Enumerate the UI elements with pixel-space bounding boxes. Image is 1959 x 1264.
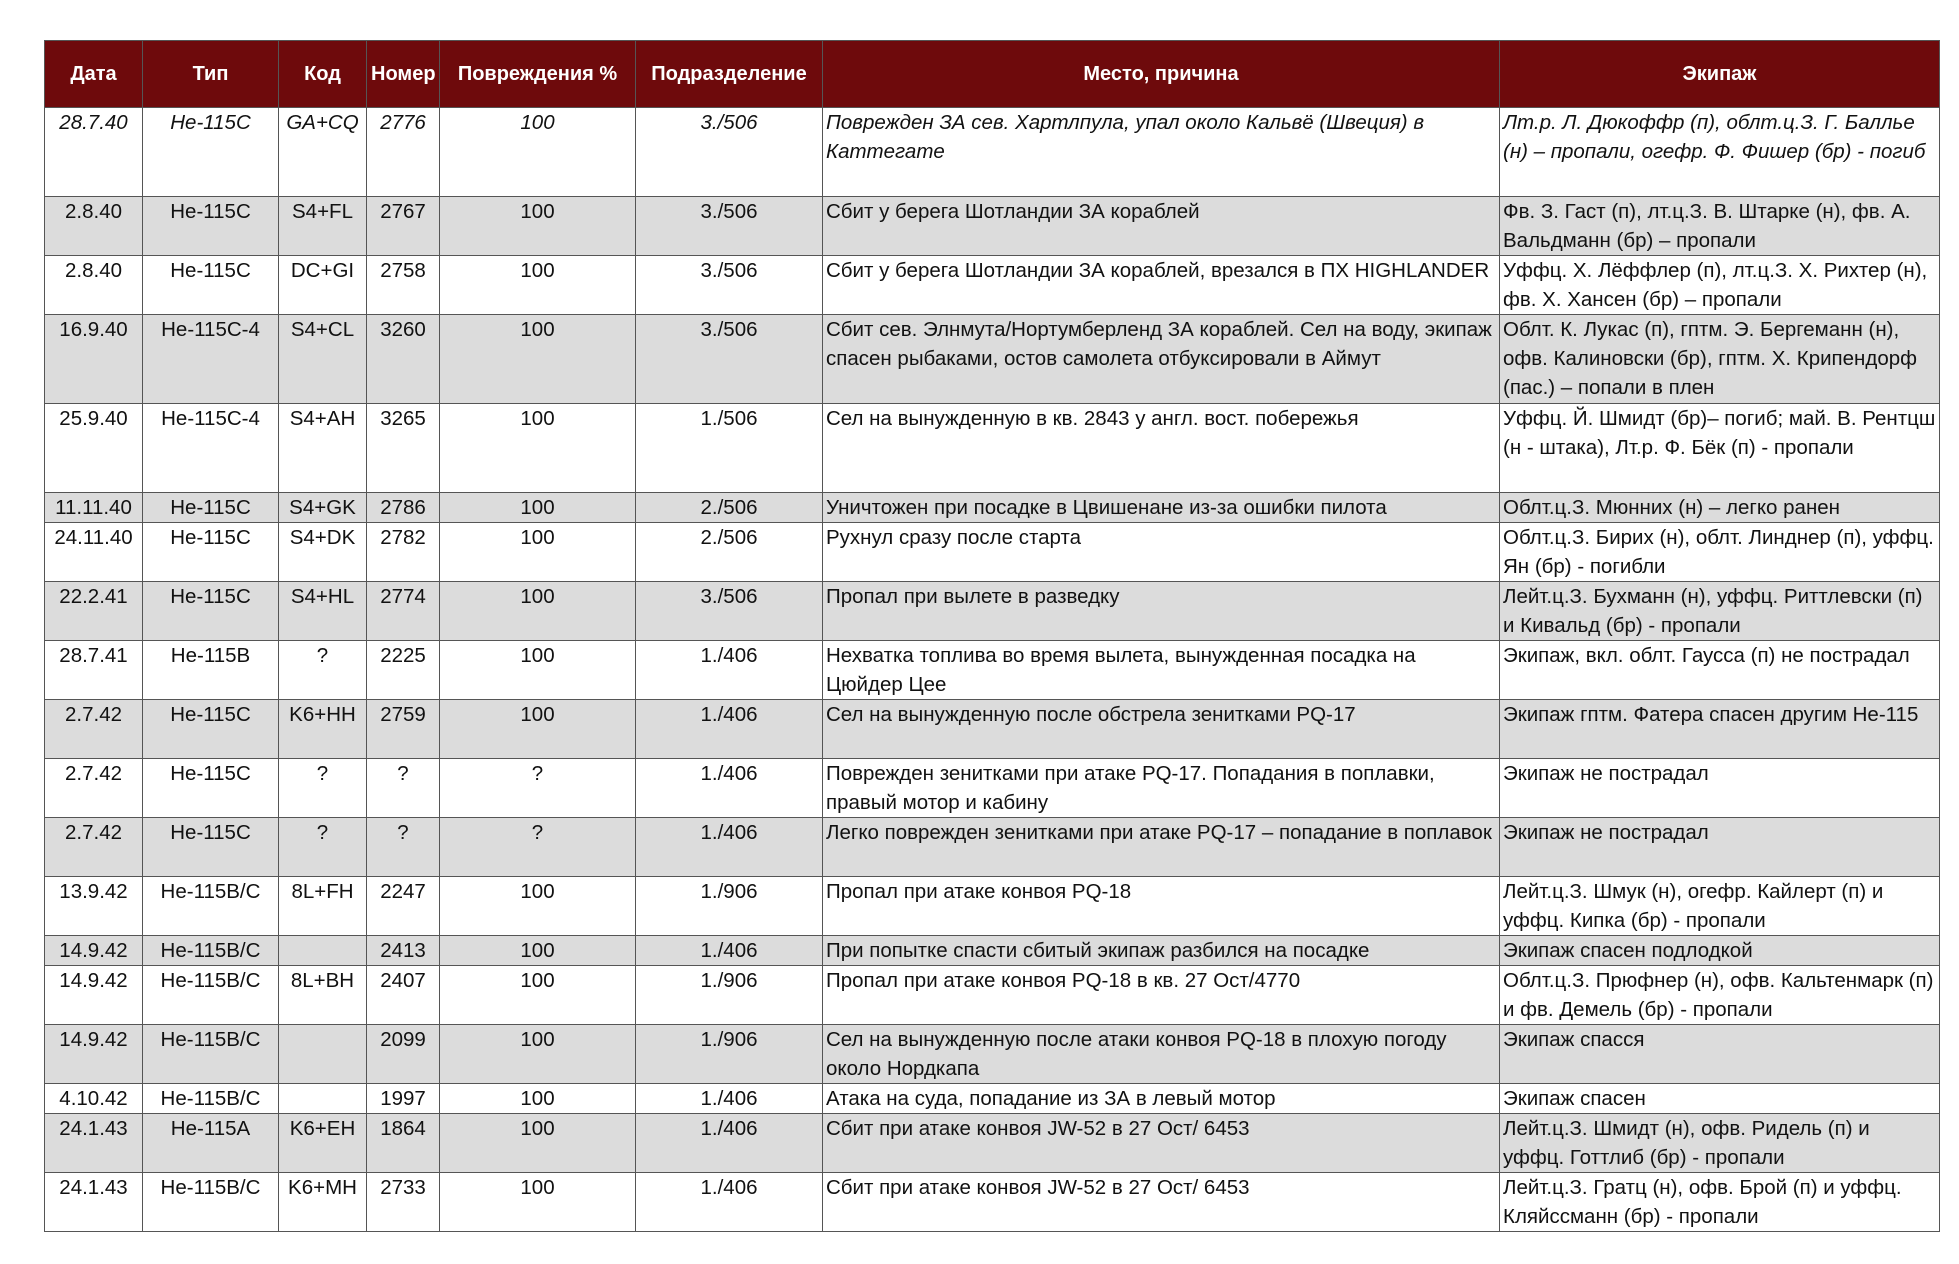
unit-cell: 1./406 xyxy=(636,936,823,966)
place-reason-cell: Пропал при атаке конвоя PQ-18 xyxy=(823,877,1500,936)
number-cell: 2786 xyxy=(367,493,440,523)
type-cell: He-115B/C xyxy=(143,1025,279,1084)
damage-cell: 100 xyxy=(440,582,636,641)
damage-cell: 100 xyxy=(440,1173,636,1232)
damage-cell: 100 xyxy=(440,1114,636,1173)
type-cell: He-115C xyxy=(143,108,279,197)
damage-cell: 100 xyxy=(440,197,636,256)
code-cell: K6+MH xyxy=(279,1173,367,1232)
code-cell: ? xyxy=(279,759,367,818)
number-cell: 2776 xyxy=(367,108,440,197)
damage-cell: 100 xyxy=(440,877,636,936)
number-cell: 3260 xyxy=(367,315,440,404)
number-cell: 3265 xyxy=(367,404,440,493)
place-reason-cell: Уничтожен при посадке в Цвишенане из-за ошибки пилота xyxy=(823,493,1500,523)
table-row xyxy=(45,1114,1940,1173)
table-row xyxy=(45,1173,1940,1232)
date-cell: 2.8.40 xyxy=(45,256,143,315)
damage-cell: 100 xyxy=(440,1084,636,1114)
place-reason-cell: Сбит у берега Шотландии ЗА кораблей, врезался в ПХ HIGHLANDER xyxy=(823,256,1500,315)
header-unit: Подразделение xyxy=(636,41,823,108)
date-cell: 28.7.41 xyxy=(45,641,143,700)
table-row xyxy=(45,404,1940,493)
date-cell: 22.2.41 xyxy=(45,582,143,641)
unit-cell: 1./406 xyxy=(636,759,823,818)
date-cell: 28.7.40 xyxy=(45,108,143,197)
unit-cell: 1./406 xyxy=(636,700,823,759)
crew-cell: Экипаж, вкл. облт. Гаусса (п) не пострадал xyxy=(1500,641,1940,700)
code-cell: ? xyxy=(279,641,367,700)
damage-cell: 100 xyxy=(440,936,636,966)
crew-cell: Облт.ц.З. Мюнних (н) – легко ранен xyxy=(1500,493,1940,523)
number-cell: ? xyxy=(367,759,440,818)
number-cell: ? xyxy=(367,818,440,877)
header-code: Код xyxy=(279,41,367,108)
type-cell: He-115A xyxy=(143,1114,279,1173)
type-cell: He-115C-4 xyxy=(143,315,279,404)
damage-cell: 100 xyxy=(440,493,636,523)
type-cell: He-115C xyxy=(143,523,279,582)
table-row xyxy=(45,1084,1940,1114)
type-cell: He-115B/C xyxy=(143,936,279,966)
place-reason-cell: Пропал при вылете в разведку xyxy=(823,582,1500,641)
code-cell xyxy=(279,1025,367,1084)
unit-cell: 1./906 xyxy=(636,877,823,936)
table-row xyxy=(45,641,1940,700)
header-damage: Повреждения % xyxy=(440,41,636,108)
type-cell: He-115C-4 xyxy=(143,404,279,493)
type-cell: He-115B xyxy=(143,641,279,700)
type-cell: He-115B/C xyxy=(143,1173,279,1232)
code-cell: S4+HL xyxy=(279,582,367,641)
date-cell: 2.7.42 xyxy=(45,818,143,877)
place-reason-cell: Поврежден зенитками при атаке PQ-17. Попадания в поплавки, правый мотор и кабину xyxy=(823,759,1500,818)
unit-cell: 3./506 xyxy=(636,108,823,197)
type-cell: He-115B/C xyxy=(143,877,279,936)
damage-cell: 100 xyxy=(440,404,636,493)
crew-cell: Экипаж гптм. Фатера спасен другим He-115 xyxy=(1500,700,1940,759)
crew-cell: Лейт.ц.З. Гратц (н), офв. Брой (п) и уффц. Кляйссманн (бр) - пропали xyxy=(1500,1173,1940,1232)
date-cell: 13.9.42 xyxy=(45,877,143,936)
crew-cell: Лейт.ц.З. Шмидт (н), офв. Ридель (п) и уффц. Готтлиб (бр) - пропали xyxy=(1500,1114,1940,1173)
unit-cell: 1./906 xyxy=(636,966,823,1025)
date-cell: 14.9.42 xyxy=(45,1025,143,1084)
place-reason-cell: При попытке спасти сбитый экипаж разбился на посадке xyxy=(823,936,1500,966)
number-cell: 2099 xyxy=(367,1025,440,1084)
date-cell: 14.9.42 xyxy=(45,966,143,1025)
table-row xyxy=(45,818,1940,877)
unit-cell: 3./506 xyxy=(636,315,823,404)
date-cell: 24.1.43 xyxy=(45,1114,143,1173)
type-cell: He-115C xyxy=(143,759,279,818)
crew-cell: Облт. К. Лукас (п), гптм. Э. Бергеманн (н), офв. Калиновски (бр), гптм. Х. Крипендорф (пас.) – попали в плен xyxy=(1500,315,1940,404)
number-cell: 2774 xyxy=(367,582,440,641)
place-reason-cell: Сбит у берега Шотландии ЗА кораблей xyxy=(823,197,1500,256)
damage-cell: 100 xyxy=(440,641,636,700)
table-row xyxy=(45,877,1940,936)
table-row xyxy=(45,523,1940,582)
code-cell: 8L+FH xyxy=(279,877,367,936)
number-cell: 2758 xyxy=(367,256,440,315)
date-cell: 4.10.42 xyxy=(45,1084,143,1114)
code-cell: S4+FL xyxy=(279,197,367,256)
table-row xyxy=(45,582,1940,641)
date-cell: 2.8.40 xyxy=(45,197,143,256)
crew-cell: Облт.ц.З. Бирих (н), облт. Линднер (п), уффц. Ян (бр) - погибли xyxy=(1500,523,1940,582)
date-cell: 2.7.42 xyxy=(45,700,143,759)
type-cell: He-115C xyxy=(143,197,279,256)
code-cell: 8L+BH xyxy=(279,966,367,1025)
crew-cell: Экипаж не пострадал xyxy=(1500,818,1940,877)
table-body xyxy=(45,108,1940,1232)
code-cell: K6+EH xyxy=(279,1114,367,1173)
place-reason-cell: Легко поврежден зенитками при атаке PQ-17 – попадание в поплавок xyxy=(823,818,1500,877)
unit-cell: 1./406 xyxy=(636,1114,823,1173)
number-cell: 2407 xyxy=(367,966,440,1025)
code-cell: K6+HH xyxy=(279,700,367,759)
damage-cell: ? xyxy=(440,818,636,877)
crew-cell: Облт.ц.З. Прюфнер (н), офв. Кальтенмарк (п) и фв. Демель (бр) - пропали xyxy=(1500,966,1940,1025)
table-row xyxy=(45,493,1940,523)
table-row xyxy=(45,936,1940,966)
unit-cell: 1./506 xyxy=(636,404,823,493)
header-number: Номер xyxy=(367,41,440,108)
code-cell: ? xyxy=(279,818,367,877)
header-row xyxy=(45,41,1940,108)
damage-cell: 100 xyxy=(440,256,636,315)
damage-cell: 100 xyxy=(440,966,636,1025)
number-cell: 1864 xyxy=(367,1114,440,1173)
table-row xyxy=(45,1025,1940,1084)
unit-cell: 2./506 xyxy=(636,523,823,582)
date-cell: 14.9.42 xyxy=(45,936,143,966)
number-cell: 1997 xyxy=(367,1084,440,1114)
table-row xyxy=(45,700,1940,759)
unit-cell: 3./506 xyxy=(636,582,823,641)
number-cell: 2759 xyxy=(367,700,440,759)
header-crew: Экипаж xyxy=(1500,41,1940,108)
header-type: Тип xyxy=(143,41,279,108)
code-cell xyxy=(279,1084,367,1114)
type-cell: He-115C xyxy=(143,700,279,759)
table-row xyxy=(45,197,1940,256)
date-cell: 11.11.40 xyxy=(45,493,143,523)
date-cell: 25.9.40 xyxy=(45,404,143,493)
number-cell: 2225 xyxy=(367,641,440,700)
number-cell: 2413 xyxy=(367,936,440,966)
unit-cell: 1./406 xyxy=(636,641,823,700)
damage-cell: 100 xyxy=(440,108,636,197)
crew-cell: Лейт.ц.З. Шмук (н), огефр. Кайлерт (п) и уффц. Кипка (бр) - пропали xyxy=(1500,877,1940,936)
place-reason-cell: Сбит сев. Элнмута/Нортумберленд ЗА кораблей. Сел на воду, экипаж спасен рыбаками, остов самолета отбуксировали в Аймут xyxy=(823,315,1500,404)
table-row xyxy=(45,256,1940,315)
unit-cell: 1./906 xyxy=(636,1025,823,1084)
crew-cell: Лейт.ц.З. Бухманн (н), уффц. Риттлевски (п) и Кивальд (бр) - пропали xyxy=(1500,582,1940,641)
code-cell: GA+CQ xyxy=(279,108,367,197)
crew-cell: Лт.р. Л. Дюкоффр (п), облт.ц.З. Г. Баллье (н) – пропали, огефр. Ф. Фишер (бр) - погиб xyxy=(1500,108,1940,197)
table-row xyxy=(45,315,1940,404)
code-cell xyxy=(279,936,367,966)
number-cell: 2247 xyxy=(367,877,440,936)
place-reason-cell: Пропал при атаке конвоя PQ-18 в кв. 27 Ост/4770 xyxy=(823,966,1500,1025)
crew-cell: Уффц. Й. Шмидт (бр)– погиб; май. В. Рентцш (н - штака), Лт.р. Ф. Бёк (п) - пропали xyxy=(1500,404,1940,493)
date-cell: 2.7.42 xyxy=(45,759,143,818)
damage-cell: 100 xyxy=(440,1025,636,1084)
place-reason-cell: Сел на вынужденную после атаки конвоя PQ-18 в плохую погоду около Нордкапа xyxy=(823,1025,1500,1084)
table-row xyxy=(45,759,1940,818)
date-cell: 16.9.40 xyxy=(45,315,143,404)
place-reason-cell: Сбит при атаке конвоя JW-52 в 27 Ост/ 6453 xyxy=(823,1114,1500,1173)
place-reason-cell: Сел на вынужденную в кв. 2843 у англ. вост. побережья xyxy=(823,404,1500,493)
place-reason-cell: Рухнул сразу после старта xyxy=(823,523,1500,582)
crew-cell: Фв. З. Гаст (п), лт.ц.З. В. Штарке (н), фв. А. Вальдманн (бр) – пропали xyxy=(1500,197,1940,256)
code-cell: DC+GI xyxy=(279,256,367,315)
type-cell: He-115B/C xyxy=(143,1084,279,1114)
type-cell: He-115C xyxy=(143,818,279,877)
place-reason-cell: Атака на суда, попадание из ЗА в левый мотор xyxy=(823,1084,1500,1114)
place-reason-cell: Нехватка топлива во время вылета, вынужденная посадка на Цюйдер Цее xyxy=(823,641,1500,700)
place-reason-cell: Поврежден ЗА сев. Хартлпула, упал около Кальвё (Швеция) в Каттегате xyxy=(823,108,1500,197)
place-reason-cell: Сел на вынужденную после обстрела зенитками PQ-17 xyxy=(823,700,1500,759)
unit-cell: 1./406 xyxy=(636,1173,823,1232)
crew-cell: Экипаж спасся xyxy=(1500,1025,1940,1084)
unit-cell: 2./506 xyxy=(636,493,823,523)
place-reason-cell: Сбит при атаке конвоя JW-52 в 27 Ост/ 6453 xyxy=(823,1173,1500,1232)
crew-cell: Экипаж не пострадал xyxy=(1500,759,1940,818)
unit-cell: 1./406 xyxy=(636,818,823,877)
header-place-reason: Место, причина xyxy=(823,41,1500,108)
crew-cell: Экипаж спасен xyxy=(1500,1084,1940,1114)
table-row xyxy=(45,966,1940,1025)
crew-cell: Уффц. Х. Лёффлер (п), лт.ц.З. Х. Рихтер (н), фв. Х. Хансен (бр) – пропали xyxy=(1500,256,1940,315)
damage-cell: 100 xyxy=(440,700,636,759)
losses-table xyxy=(44,40,1940,1232)
table-row xyxy=(45,108,1940,197)
code-cell: S4+AH xyxy=(279,404,367,493)
date-cell: 24.11.40 xyxy=(45,523,143,582)
type-cell: He-115C xyxy=(143,493,279,523)
code-cell: S4+GK xyxy=(279,493,367,523)
number-cell: 2782 xyxy=(367,523,440,582)
number-cell: 2767 xyxy=(367,197,440,256)
number-cell: 2733 xyxy=(367,1173,440,1232)
header-date: Дата xyxy=(45,41,143,108)
damage-cell: 100 xyxy=(440,523,636,582)
code-cell: S4+DK xyxy=(279,523,367,582)
type-cell: He-115B/C xyxy=(143,966,279,1025)
crew-cell: Экипаж спасен подлодкой xyxy=(1500,936,1940,966)
unit-cell: 1./406 xyxy=(636,1084,823,1114)
date-cell: 24.1.43 xyxy=(45,1173,143,1232)
unit-cell: 3./506 xyxy=(636,256,823,315)
damage-cell: ? xyxy=(440,759,636,818)
type-cell: He-115C xyxy=(143,256,279,315)
code-cell: S4+CL xyxy=(279,315,367,404)
unit-cell: 3./506 xyxy=(636,197,823,256)
damage-cell: 100 xyxy=(440,315,636,404)
type-cell: He-115C xyxy=(143,582,279,641)
